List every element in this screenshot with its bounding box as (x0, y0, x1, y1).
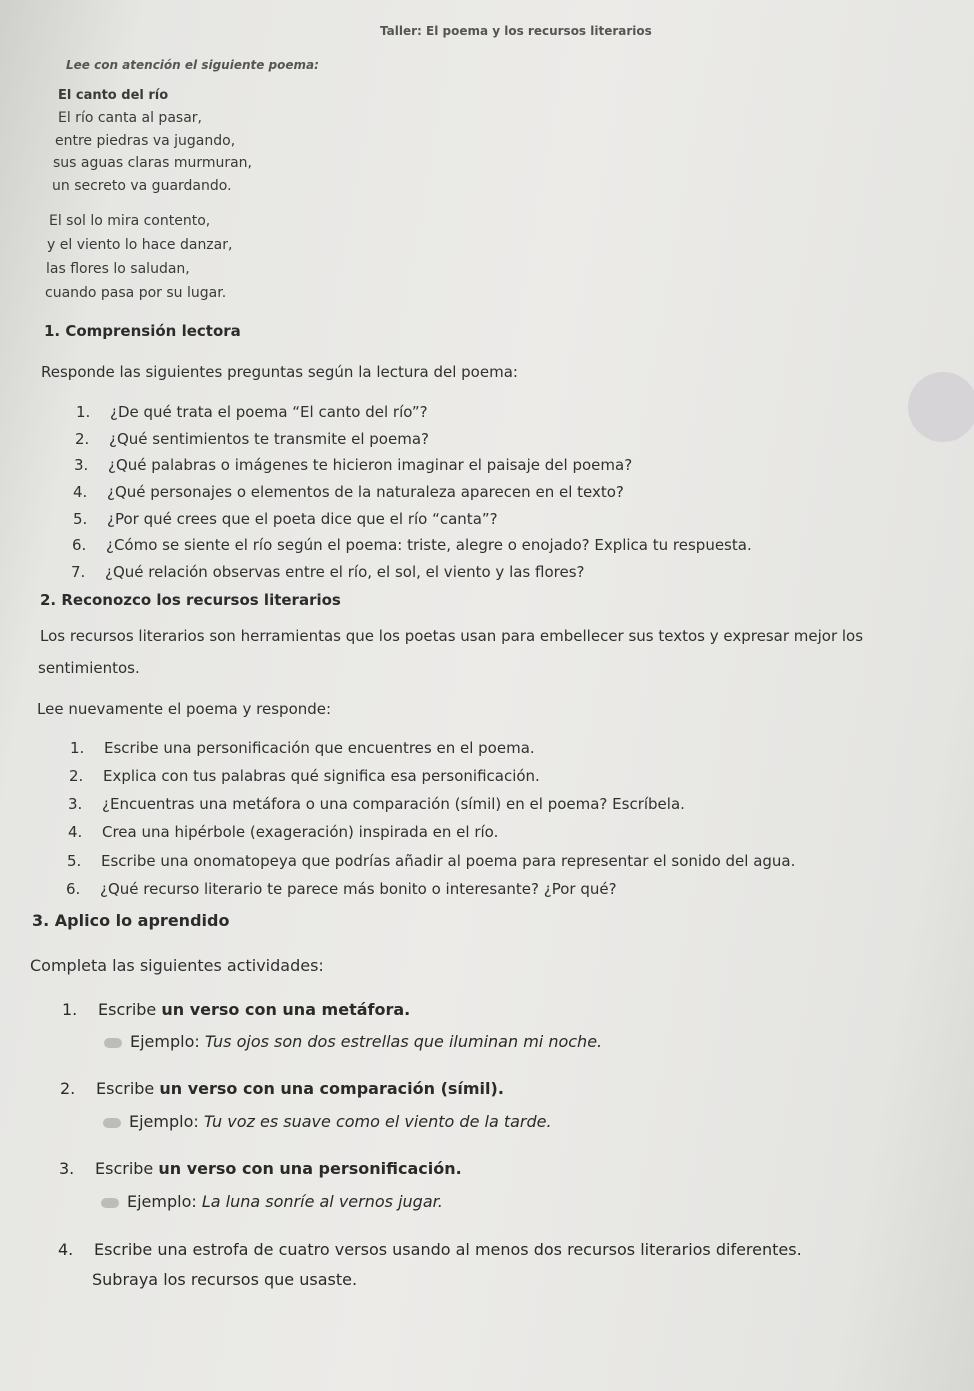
activity-example: Ejemplo: Tus ojos son dos estrellas que iluminan mi noche. (104, 1032, 602, 1051)
poem-line: un secreto va guardando. (52, 178, 232, 194)
poem-intro: Lee con atención el siguiente poema: (66, 58, 319, 72)
section-paragraph-line: sentimientos. (38, 659, 140, 677)
bullet-icon (101, 1198, 119, 1208)
section-heading: 1. Comprensión lectora (44, 322, 241, 340)
activity-item: 3. Escribe un verso con una personificación. (59, 1159, 462, 1178)
activity-item: 2. Escribe un verso con una comparación (símil). (60, 1079, 504, 1098)
poem-line: El sol lo mira contento, (49, 213, 211, 229)
page-title: Taller: El poema y los recursos literarios (380, 24, 652, 38)
question-item: 5. Escribe una onomatopeya que podrías añadir al poema para representar el sonido del agua. (67, 852, 796, 870)
bullet-icon (104, 1038, 122, 1048)
section-instruction: Lee nuevamente el poema y responde: (37, 700, 332, 718)
poem-line: las flores lo saludan, (46, 261, 190, 277)
question-item: 3. ¿Qué palabras o imágenes te hicieron imaginar el paisaje del poema? (74, 456, 633, 474)
section-instruction: Responde las siguientes preguntas según la lectura del poema: (41, 363, 518, 381)
activity-item-continuation: Subraya los recursos que usaste. (92, 1270, 358, 1289)
activity-item: 1. Escribe un verso con una metáfora. (62, 1000, 411, 1019)
question-item: 7. ¿Qué relación observas entre el río, el sol, el viento y las flores? (71, 563, 585, 581)
poem-line: y el viento lo hace danzar, (47, 237, 233, 253)
question-item: 1. ¿De qué trata el poema “El canto del río”? (76, 403, 428, 421)
poem-line: El río canta al pasar, (58, 110, 202, 126)
paper-shadow (908, 372, 974, 442)
question-item: 3. ¿Encuentras una metáfora o una comparación (símil) en el poema? Escríbela. (68, 795, 685, 813)
section-paragraph-line: Los recursos literarios son herramientas que los poetas usan para embellecer sus textos y expresar mejor los (40, 627, 864, 645)
question-item: 4. ¿Qué personajes o elementos de la naturaleza aparecen en el texto? (73, 483, 624, 501)
activity-example: Ejemplo: Tu voz es suave como el viento de la tarde. (103, 1112, 552, 1131)
activity-item: 4. Escribe una estrofa de cuatro versos usando al menos dos recursos literarios diferentes. (58, 1240, 802, 1259)
question-item: 4. Crea una hipérbole (exageración) inspirada en el río. (68, 823, 499, 841)
section-heading: 2. Reconozco los recursos literarios (40, 591, 341, 609)
bullet-icon (103, 1118, 121, 1128)
poem-line: cuando pasa por su lugar. (45, 285, 227, 301)
question-item: 2. Explica con tus palabras qué significa esa personificación. (69, 767, 540, 785)
question-item: 6. ¿Qué recurso literario te parece más bonito o interesante? ¿Por qué? (66, 880, 617, 898)
question-item: 5. ¿Por qué crees que el poeta dice que el río “canta”? (73, 510, 498, 528)
poem-line: sus aguas claras murmuran, (53, 155, 253, 171)
poem-title: El canto del río (58, 88, 169, 103)
question-item: 2. ¿Qué sentimientos te transmite el poema? (75, 430, 429, 448)
section-heading: 3. Aplico lo aprendido (32, 911, 230, 930)
activity-example: Ejemplo: La luna sonríe al vernos jugar. (101, 1192, 443, 1211)
section-instruction: Completa las siguientes actividades: (30, 956, 324, 975)
question-item: 1. Escribe una personificación que encuentres en el poema. (70, 739, 535, 757)
question-item: 6. ¿Cómo se siente el río según el poema: triste, alegre o enojado? Explica tu respuesta. (72, 536, 752, 554)
poem-line: entre piedras va jugando, (55, 133, 236, 149)
